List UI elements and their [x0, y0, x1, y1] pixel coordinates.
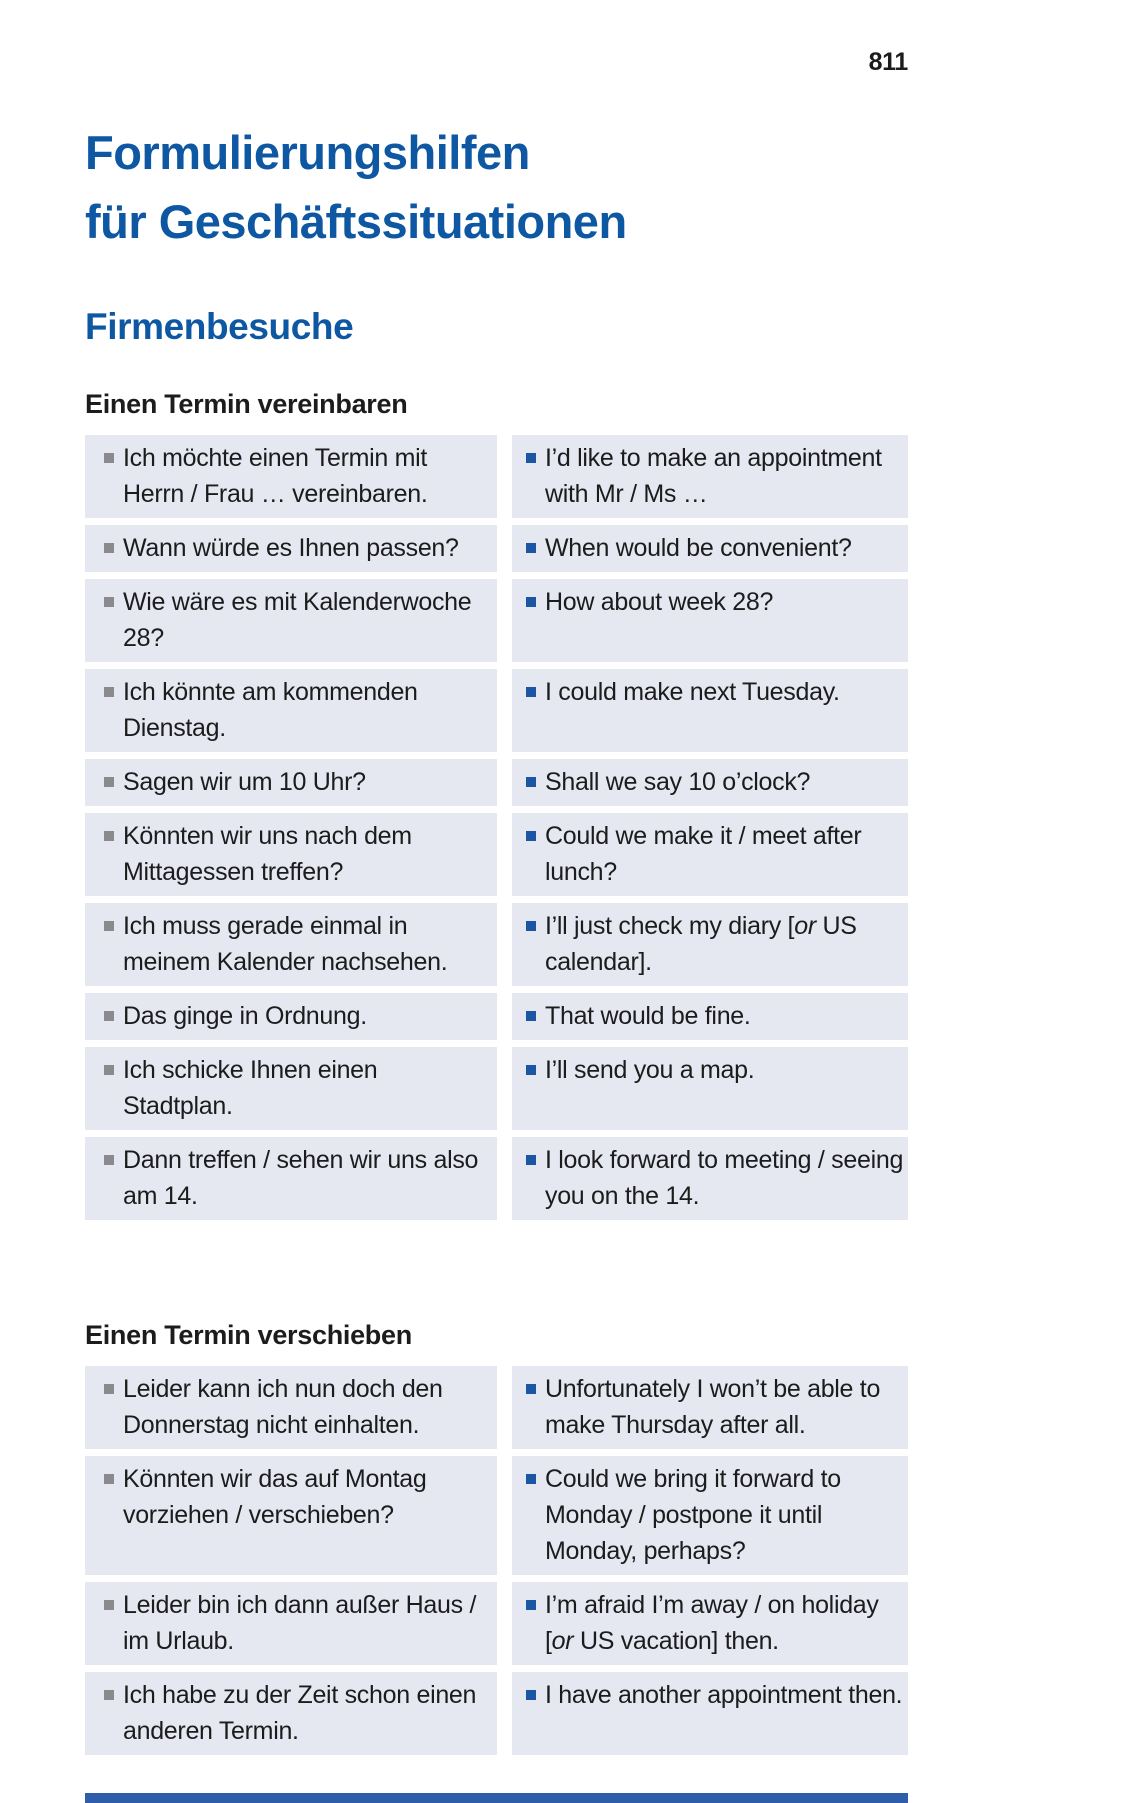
blue-square-bullet-icon — [526, 1600, 536, 1610]
blue-square-bullet-icon — [526, 1065, 536, 1075]
phrase-segment: I look forward to meeting / seeing you on the 14. — [545, 1146, 904, 1210]
german-phrase-cell — [85, 669, 497, 752]
phrase-segment: Wie wäre es mit Kalenderwoche 28? — [123, 588, 472, 652]
blue-square-bullet-icon — [526, 597, 536, 607]
phrase-segment: I’ll send you a map. — [545, 1056, 755, 1084]
english-phrase-cell — [512, 1366, 908, 1449]
english-phrase-cell — [512, 525, 908, 572]
phrase-segment: Ich muss gerade einmal in meinem Kalender nachsehen. — [123, 912, 448, 976]
page-number: 811 — [868, 48, 908, 76]
phrase-segment: Could we make it / meet after lunch? — [545, 822, 862, 886]
german-phrase-cell — [85, 813, 497, 896]
phrase-segment: I’ll just check my diary [ — [545, 912, 795, 940]
phrase-segment: When would be convenient? — [545, 534, 852, 562]
german-phrase-cell — [85, 1672, 497, 1755]
german-phrase-cell — [85, 1582, 497, 1665]
phrase-segment: US vacation] then. — [573, 1627, 779, 1655]
gray-square-bullet-icon — [104, 597, 114, 607]
german-phrase-cell — [85, 1137, 497, 1220]
table-row — [85, 1672, 908, 1755]
subsection-heading: Einen Termin vereinbaren — [85, 389, 408, 419]
gray-square-bullet-icon — [104, 1690, 114, 1700]
gray-square-bullet-icon — [104, 777, 114, 787]
german-phrase-cell — [85, 759, 497, 806]
blue-square-bullet-icon — [526, 921, 536, 931]
english-phrase-text — [545, 764, 810, 800]
german-phrase-text — [123, 1587, 493, 1659]
table-row — [85, 993, 908, 1040]
english-phrase-text — [545, 440, 904, 512]
gray-square-bullet-icon — [104, 453, 114, 463]
phrase-segment: Sagen wir um 10 Uhr? — [123, 768, 366, 796]
gray-square-bullet-icon — [104, 1384, 114, 1394]
phrase-subsection — [85, 389, 908, 1220]
german-phrase-text — [123, 440, 493, 512]
blue-square-bullet-icon — [526, 1384, 536, 1394]
blue-square-bullet-icon — [526, 1474, 536, 1484]
german-phrase-text — [123, 1677, 493, 1749]
table-row — [85, 579, 908, 662]
phrase-segment: Leider bin ich dann außer Haus / im Urlaub. — [123, 1591, 477, 1655]
english-phrase-cell — [512, 1137, 908, 1220]
german-phrase-text — [123, 1461, 493, 1533]
gray-square-bullet-icon — [104, 543, 114, 553]
german-phrase-cell — [85, 993, 497, 1040]
document-title-line2: für Geschäftssituationen — [85, 195, 627, 248]
phrase-segment: Ich schicke Ihnen einen Stadtplan. — [123, 1056, 378, 1120]
italic-usage-label: or — [794, 912, 816, 940]
italic-usage-label: or — [551, 1627, 574, 1655]
gray-square-bullet-icon — [104, 1155, 114, 1165]
blue-square-bullet-icon — [526, 543, 536, 553]
table-row — [85, 435, 908, 518]
english-phrase-cell — [512, 903, 908, 986]
gray-square-bullet-icon — [104, 1011, 114, 1021]
english-phrase-text — [545, 1052, 754, 1088]
english-phrase-cell — [512, 1456, 908, 1575]
german-phrase-cell — [85, 1456, 497, 1575]
phrase-segment: Ich könnte am kommenden Dienstag. — [123, 678, 418, 742]
phrase-segment: Shall we say 10 o’clock? — [545, 768, 811, 796]
english-phrase-cell — [512, 993, 908, 1040]
english-phrase-text — [545, 1587, 904, 1659]
phrase-segment: How about week 28? — [545, 588, 774, 616]
phrase-segment: Das ginge in Ordnung. — [123, 1002, 367, 1030]
german-phrase-text — [123, 1371, 493, 1443]
english-phrase-text — [545, 998, 751, 1034]
gray-square-bullet-icon — [104, 921, 114, 931]
table-row — [85, 669, 908, 752]
subsection-heading: Einen Termin verschieben — [85, 1320, 412, 1350]
german-phrase-cell — [85, 903, 497, 986]
english-phrase-text — [545, 584, 773, 620]
english-phrase-cell — [512, 813, 908, 896]
german-phrase-cell — [85, 1366, 497, 1449]
gray-square-bullet-icon — [104, 687, 114, 697]
english-phrase-cell — [512, 759, 908, 806]
chapter-title: Firmenbesuche — [85, 306, 354, 347]
english-phrase-text — [545, 818, 904, 890]
blue-square-bullet-icon — [526, 831, 536, 841]
english-phrase-text — [545, 1461, 904, 1569]
english-phrase-text — [545, 530, 852, 566]
gray-square-bullet-icon — [104, 831, 114, 841]
german-phrase-cell — [85, 435, 497, 518]
english-phrase-text — [545, 908, 904, 980]
english-phrase-cell — [512, 1047, 908, 1130]
phrase-segment: I’d like to make an appointment with Mr / Ms … — [545, 444, 882, 508]
phrase-segment: Dann treffen / sehen wir uns also am 14. — [123, 1146, 479, 1210]
english-phrase-text — [545, 1371, 904, 1443]
phrase-segment: I have another appointment then. — [545, 1681, 903, 1709]
phrase-segment: Ich möchte einen Termin mit Herrn / Frau … vereinbaren. — [123, 444, 428, 508]
english-phrase-cell — [512, 1582, 908, 1665]
table-row — [85, 1582, 908, 1665]
blue-square-bullet-icon — [526, 1011, 536, 1021]
english-phrase-cell — [512, 1672, 908, 1755]
page-bottom-bar — [85, 1793, 908, 1803]
phrase-segment: That would be fine. — [545, 1002, 751, 1030]
table-row — [85, 1047, 908, 1130]
german-phrase-cell — [85, 525, 497, 572]
document-title — [85, 118, 627, 256]
blue-square-bullet-icon — [526, 453, 536, 463]
german-phrase-text — [123, 1052, 493, 1124]
blue-square-bullet-icon — [526, 687, 536, 697]
phrase-segment: Könnten wir uns nach dem Mittagessen treffen? — [123, 822, 412, 886]
gray-square-bullet-icon — [104, 1474, 114, 1484]
phrase-segment: I’m afraid I’m away / on holiday [ — [545, 1591, 879, 1655]
german-phrase-text — [123, 530, 459, 566]
german-phrase-text — [123, 584, 493, 656]
english-phrase-cell — [512, 579, 908, 662]
phrase-segment: Unfortunately I won’t be able to make Thursday after all. — [545, 1375, 881, 1439]
phrase-segment: Ich habe zu der Zeit schon einen anderen Termin. — [123, 1681, 477, 1745]
english-phrase-text — [545, 1677, 902, 1713]
phrase-subsection — [85, 1320, 908, 1755]
phrase-segment: Leider kann ich nun doch den Donnerstag nicht einhalten. — [123, 1375, 443, 1439]
table-row — [85, 1366, 908, 1449]
table-row — [85, 1137, 908, 1220]
german-phrase-text — [123, 998, 367, 1034]
table-row — [85, 813, 908, 896]
german-phrase-text — [123, 674, 493, 746]
german-phrase-text — [123, 908, 493, 980]
table-row — [85, 903, 908, 986]
document-title-line1: Formulierungshilfen — [85, 126, 530, 179]
table-row — [85, 525, 908, 572]
phrase-segment: I could make next Tuesday. — [545, 678, 840, 706]
german-phrase-cell — [85, 1047, 497, 1130]
english-phrase-cell — [512, 435, 908, 518]
gray-square-bullet-icon — [104, 1600, 114, 1610]
phrase-segment: Could we bring it forward to Monday / postpone it until Monday, perhaps? — [545, 1465, 841, 1565]
blue-square-bullet-icon — [526, 1690, 536, 1700]
blue-square-bullet-icon — [526, 1155, 536, 1165]
table-row — [85, 759, 908, 806]
german-phrase-cell — [85, 579, 497, 662]
german-phrase-text — [123, 818, 493, 890]
phrase-segment: Könnten wir das auf Montag vorziehen / verschieben? — [123, 1465, 427, 1529]
gray-square-bullet-icon — [104, 1065, 114, 1075]
phrase-sections — [85, 389, 908, 1762]
english-phrase-cell — [512, 669, 908, 752]
table-row — [85, 1456, 908, 1575]
german-phrase-text — [123, 764, 366, 800]
phrase-segment: Wann würde es Ihnen passen? — [123, 534, 459, 562]
english-phrase-text — [545, 1142, 904, 1214]
phrase-segment: US calendar]. — [545, 912, 857, 976]
english-phrase-text — [545, 674, 840, 710]
blue-square-bullet-icon — [526, 777, 536, 787]
german-phrase-text — [123, 1142, 493, 1214]
